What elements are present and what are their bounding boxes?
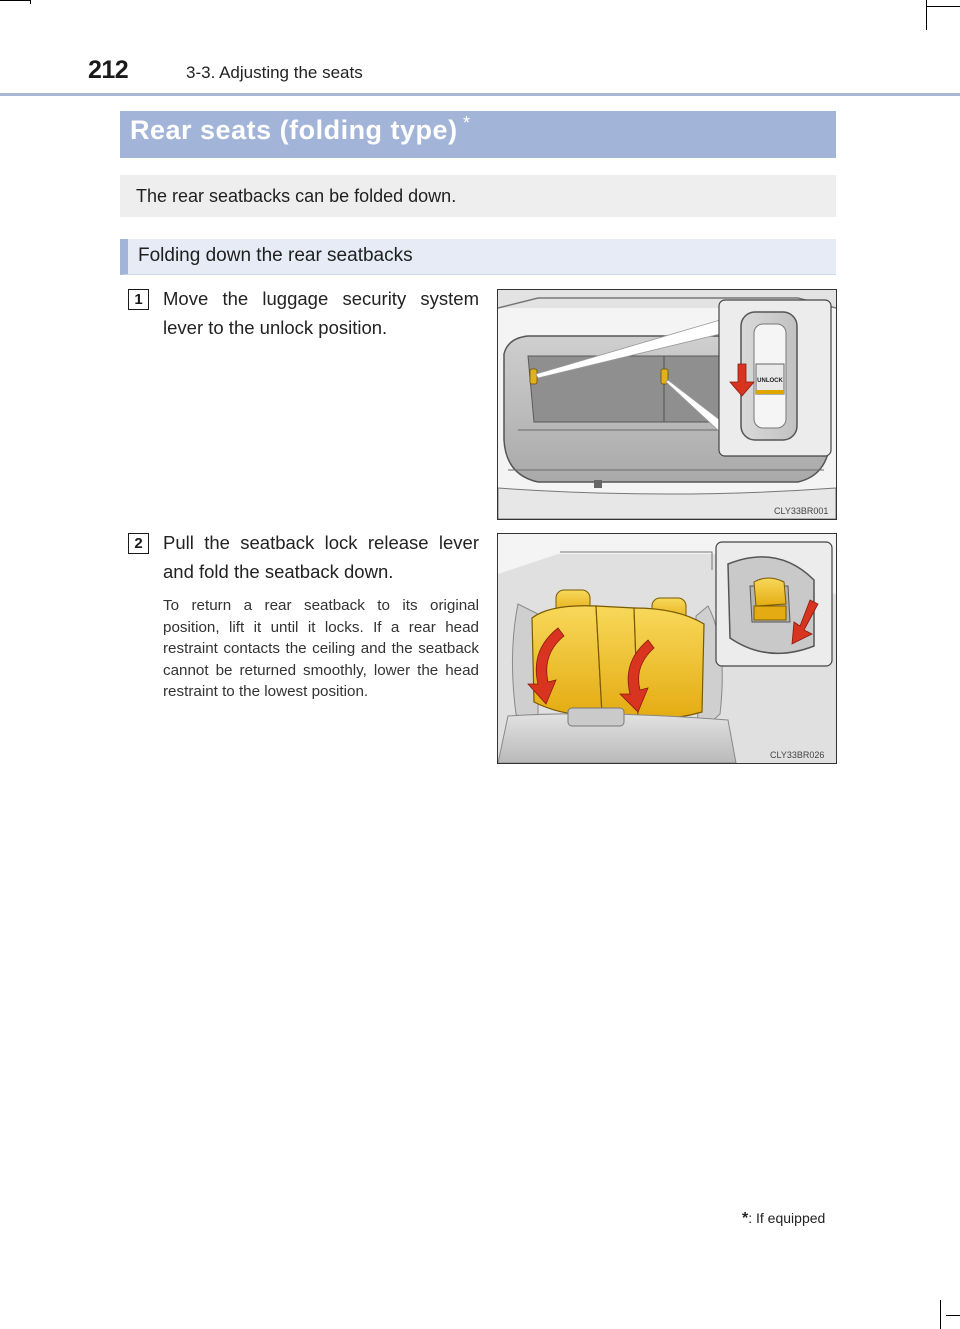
crop-mark bbox=[926, 0, 927, 30]
if-equipped-mark: * bbox=[463, 113, 471, 133]
crop-mark bbox=[940, 1300, 941, 1329]
step-number-1: 1 bbox=[128, 289, 149, 310]
intro-box bbox=[120, 175, 836, 217]
figure-trunk-lever bbox=[497, 289, 837, 520]
footnote-text: : If equipped bbox=[748, 1210, 826, 1226]
step-number-2: 2 bbox=[128, 533, 149, 554]
subsection-title: Folding down the rear seatbacks bbox=[138, 245, 413, 266]
footnote bbox=[742, 1210, 825, 1228]
seatback-illustration bbox=[498, 534, 836, 763]
crop-mark bbox=[946, 1315, 960, 1316]
section-reference: 3-3. Adjusting the seats bbox=[186, 63, 363, 82]
unlock-label: UNLOCK bbox=[757, 378, 783, 384]
figure-fold-seatback bbox=[497, 533, 837, 764]
section-title: Rear seats (folding type) bbox=[130, 115, 458, 145]
subsection-header bbox=[120, 239, 836, 275]
figure-code: CLY33BR026 bbox=[770, 750, 825, 760]
section-title-bar bbox=[120, 111, 836, 158]
step-2-text: Pull the seatback lock release lever and fold the seatback down. bbox=[163, 532, 479, 582]
step-2-note: To return a rear seatback to its original position, lift it until it locks. If a rear head restraint contacts the ceiling and the seatback cannot be returned smoothly, lower the head restraint to the lowest position. bbox=[163, 597, 479, 700]
crop-mark bbox=[0, 0, 30, 1]
intro-text: The rear seatbacks can be folded down. bbox=[136, 186, 457, 206]
header-rule bbox=[0, 93, 960, 96]
crop-mark bbox=[30, 0, 31, 4]
trunk-illustration bbox=[498, 290, 836, 519]
crop-mark bbox=[926, 6, 960, 7]
page-number: 212 bbox=[88, 56, 129, 84]
step-1-text: Move the luggage security system lever to the unlock position. bbox=[163, 288, 479, 338]
figure-code: CLY33BR001 bbox=[774, 506, 829, 516]
footnote-mark: * bbox=[742, 1210, 749, 1227]
